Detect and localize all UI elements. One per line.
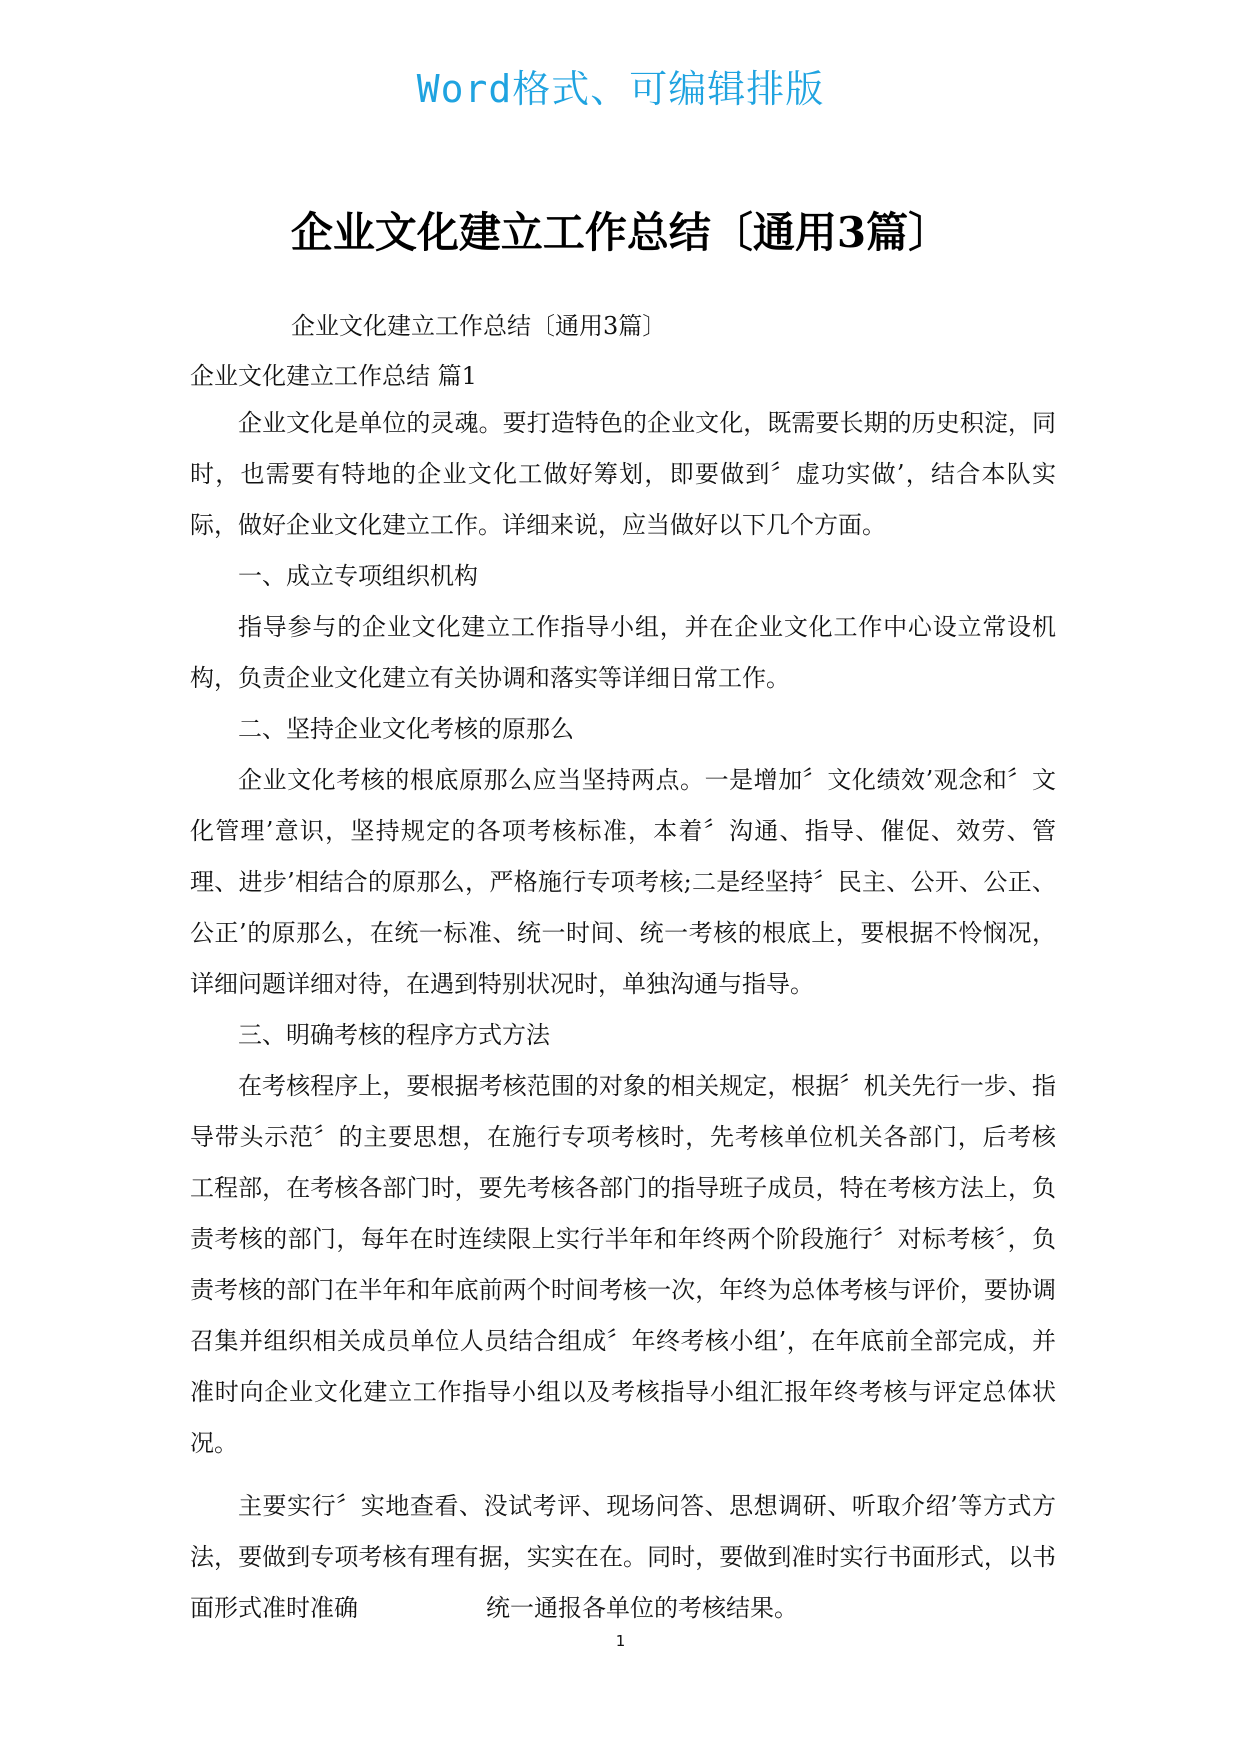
- page-number: 1: [615, 1632, 626, 1650]
- paragraph-intro: 企业文化是单位的灵魂。要打造特色的企业文化，既需要长期的历史积淀，同时，也需要有特地的企业文化工做好筹划，即要做到〞虚功实做’，结合本队实际，做好企业文化建立工作。详细来说，应当做好以下几个方面。: [190, 409, 1056, 539]
- paragraph-organization: 指导参与的企业文化建立工作指导小组，并在企业文化工作中心设立常设机构，负责企业文化建立有关协调和落实等详细日常工作。: [190, 613, 1056, 692]
- section-heading: 企业文化建立工作总结 篇1: [190, 362, 477, 390]
- document-body: [190, 398, 1056, 1634]
- paragraph-heading-3: 三、明确考核的程序方式方法: [238, 1021, 550, 1049]
- paragraph-methods-part1: 主要实行〞实地查看、没试考评、现场问答、思想调研、听取介绍’等方式方法，要做到专项考核有理有据，实实在在。同时，要做到准时实行书面形式，以书面形式准时准确: [190, 1492, 1056, 1622]
- document-subtitle: 企业文化建立工作总结〔通用3篇〕: [291, 312, 667, 340]
- word-format-banner: Word格式、可编辑排版: [416, 67, 825, 111]
- paragraph-principles: 企业文化考核的根底原那么应当坚持两点。一是增加〞文化绩效’观念和〞文化管理’意识，坚持规定的各项考核标准，本着〞沟通、指导、催促、效劳、管理、进步’相结合的原那么，严格施行专项考核;二是经坚持〞民主、公开、公正、公正’的原那么，在统一标准、统一时间、统一考核的根底上，要根据不怜悯况，详细问题详细对待，在遇到特别状况时，单独沟通与指导。: [190, 766, 1056, 998]
- document-title: 企业文化建立工作总结〔通用3篇〕: [290, 208, 951, 257]
- paragraph-heading-2: 二、坚持企业文化考核的原那么: [238, 715, 574, 743]
- paragraph-heading-1: 一、成立专项组织机构: [238, 562, 478, 590]
- paragraph-methods-part2: 统一通报各单位的考核结果。: [486, 1594, 798, 1622]
- paragraph-procedure: 在考核程序上，要根据考核范围的对象的相关规定，根据〞机关先行一步、指导带头示范〞的主要思想，在施行专项考核时，先考核单位机关各部门，后考核 工程部，在考核各部门时，要先考核各部门的指导班子成员，特在考核方法上，负责考核的部门，每年在时连续限上实行半年和年终两个阶段施行〞对标考核〞，负责考核的部门在半年和年底前两个时间考核一次，年终为总体考核与评价，要协调召集并组织相关成员单位人员结合组成〞年终考核小组’，在年底前全部完成，并准时向企业文化建立工作指导小组以及考核指导小组汇报年终考核与评定总体状况。: [190, 1072, 1056, 1457]
- paragraph-methods: [190, 1481, 1056, 1634]
